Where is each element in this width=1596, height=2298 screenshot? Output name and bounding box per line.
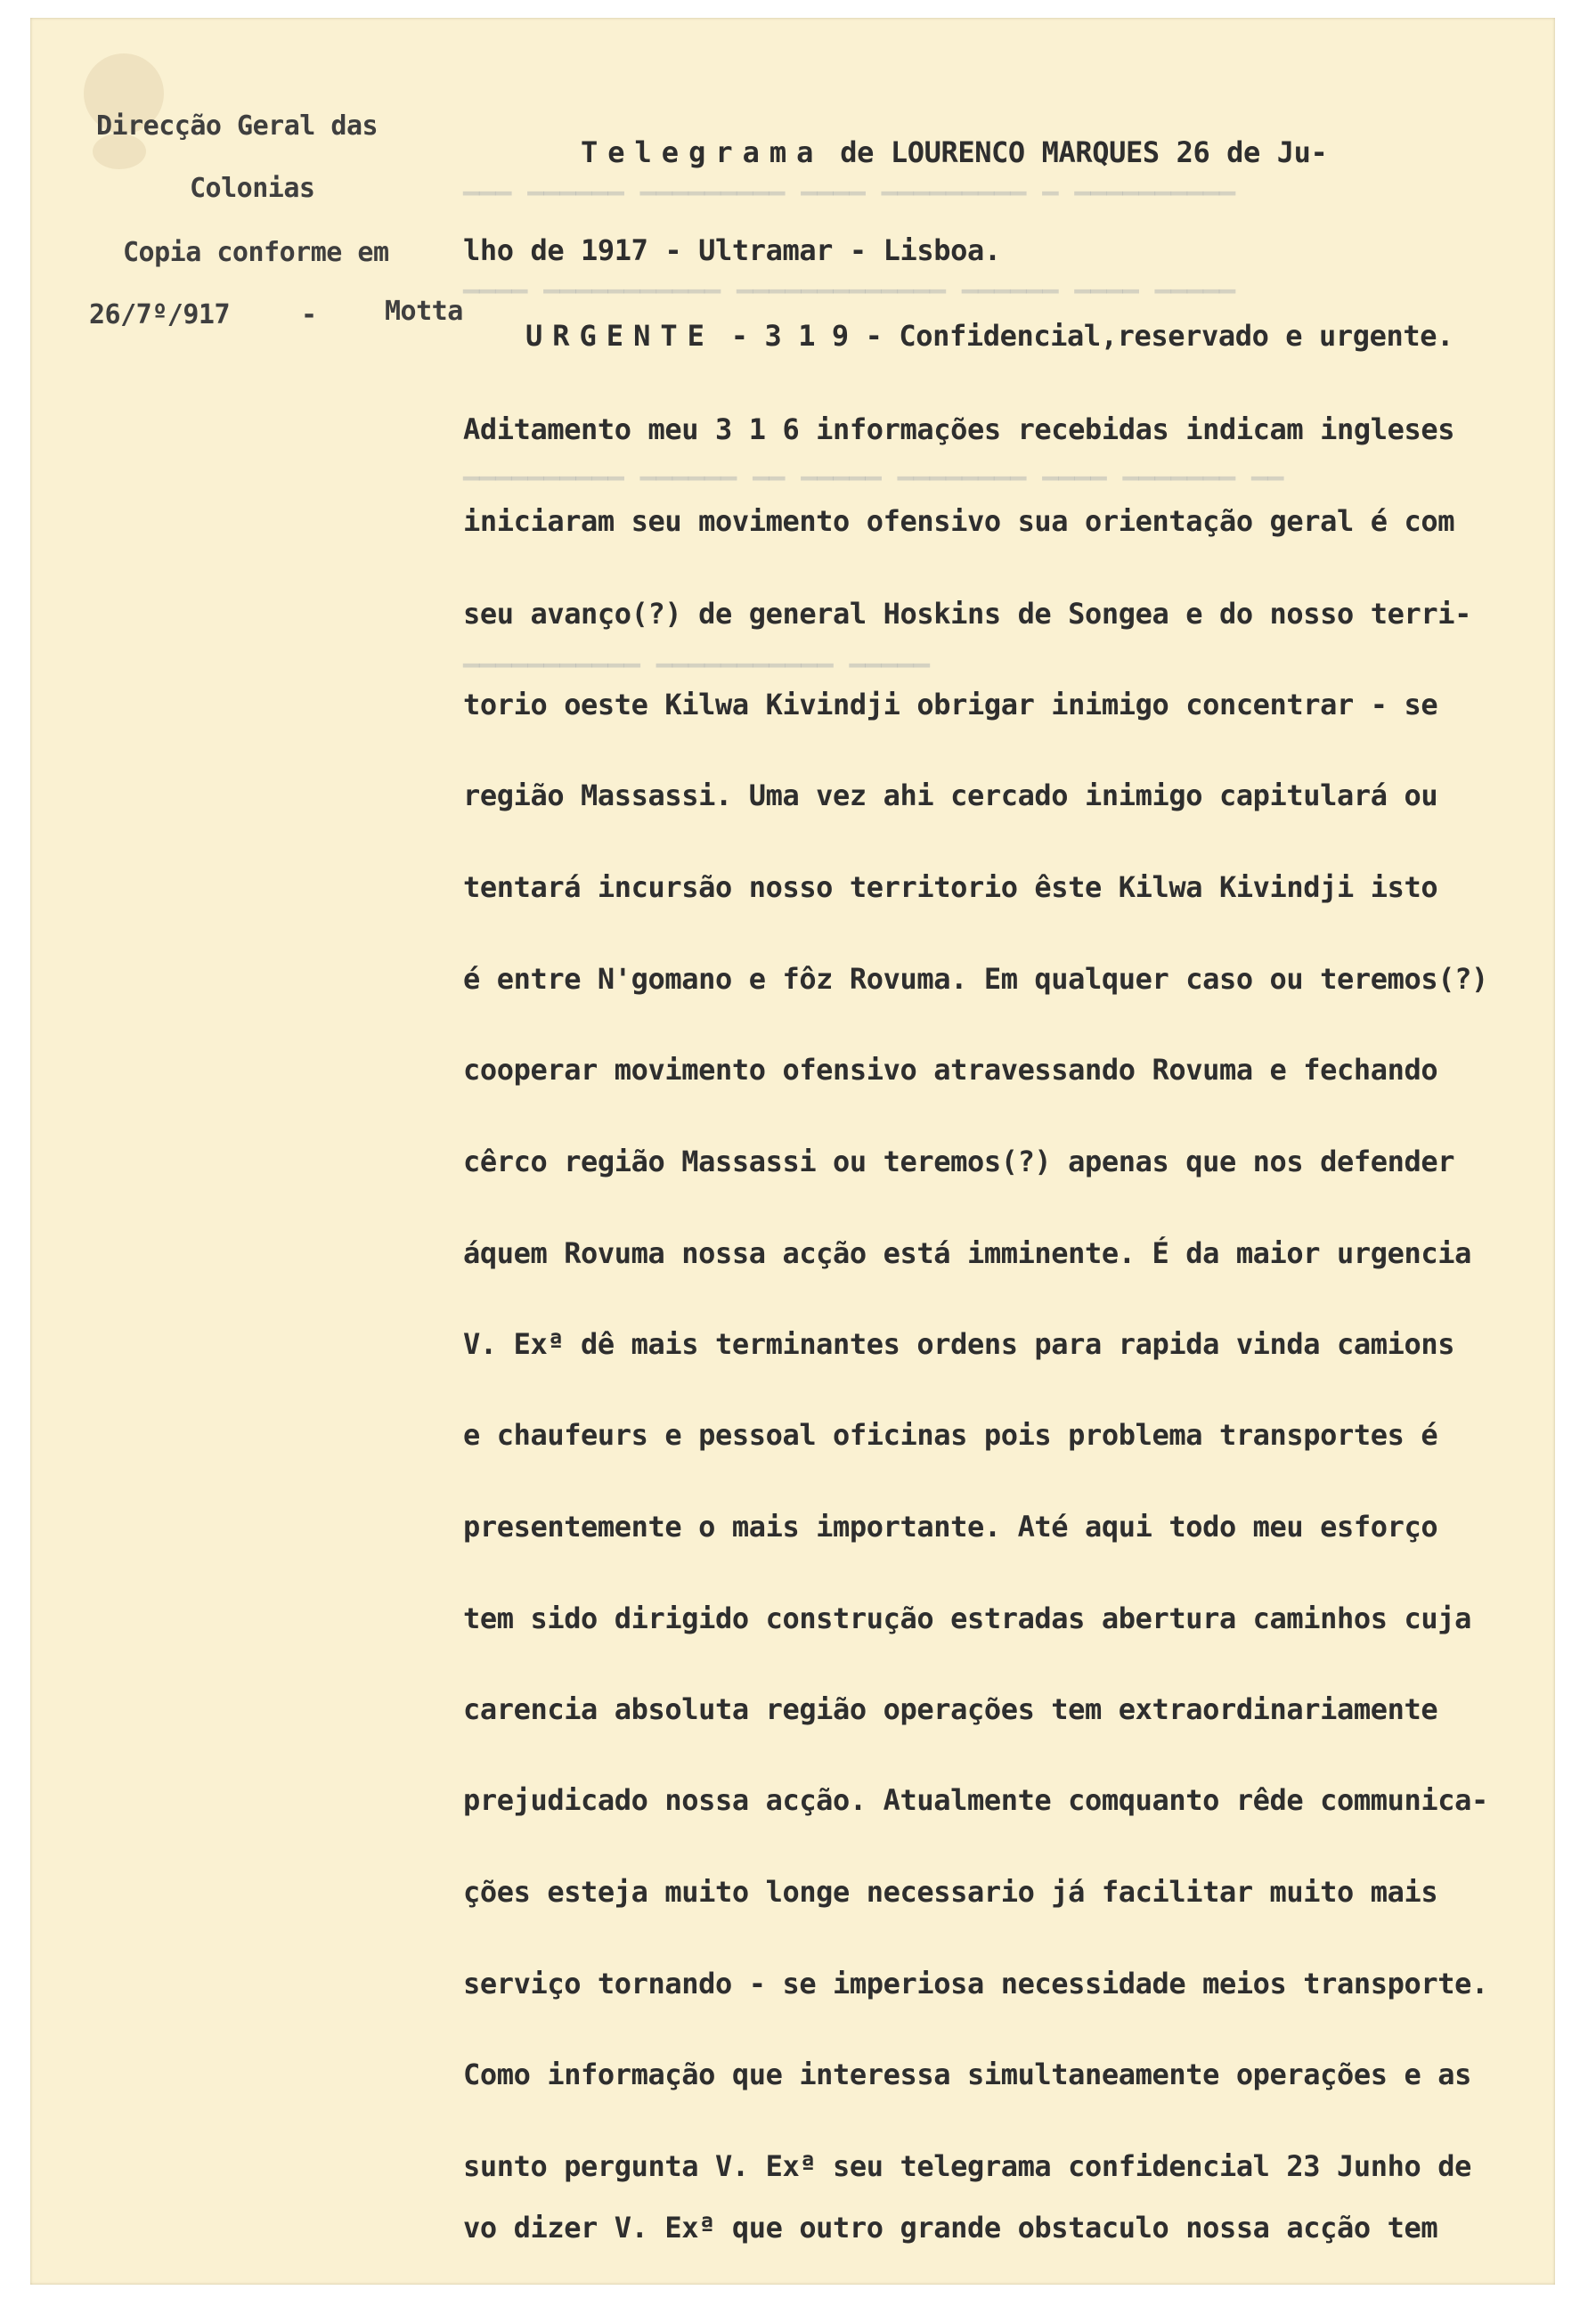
body-line: Como informação que interessa simultaneamente operações e as bbox=[463, 2058, 1471, 2091]
margin-date: 26/7º/917 bbox=[89, 299, 231, 330]
body-line: carencia absoluta região operações tem extraordinariamente bbox=[463, 1692, 1438, 1726]
body-line: ções esteja muito longe necessario já facilitar muito mais bbox=[463, 1875, 1438, 1909]
body-line: é entre N'gomano e fôz Rovuma. Em qualquer caso ou teremos(?) bbox=[463, 962, 1488, 996]
body-line: prejudicado nossa acção. Atualmente comquanto rêde communica- bbox=[463, 1783, 1488, 1817]
body-line: tem sido dirigido construção estradas abertura caminhos cuja bbox=[463, 1601, 1471, 1635]
telegram-title bbox=[581, 135, 1327, 169]
body-line: e chaufeurs e pessoal oficinas pois problema transportes é bbox=[463, 1418, 1438, 1452]
body-line: região Massassi. Uma vez ahi cercado inimigo capitulará ou bbox=[463, 778, 1438, 812]
bleed-through-text: ▁▁▁▁▁▁▁▁▁▁▁ ▁▁▁▁▁▁▁▁▁▁▁ ▁▁▁▁▁ bbox=[463, 637, 930, 668]
body-line: tentará incursão nosso territorio êste Kilwa Kivindji isto bbox=[463, 870, 1438, 904]
body-line: torio oeste Kilwa Kivindji obrigar inimigo concentrar - se bbox=[463, 688, 1438, 721]
telegram-word: Telegrama bbox=[581, 135, 824, 169]
bleed-through-text: ▁▁▁ ▁▁▁▁▁▁ ▁▁▁▁▁▁▁▁▁ ▁▁▁▁ ▁▁▁▁▁▁▁▁▁ ▁ ▁▁▁▁▁▁▁▁▁▁ bbox=[463, 165, 1235, 196]
urgent-rest: - 3 1 9 - Confidencial,reservado e urgente. bbox=[730, 319, 1454, 353]
body-line: iniciaram seu movimento ofensivo sua orientação geral é com bbox=[463, 504, 1455, 538]
margin-dash: - bbox=[301, 299, 317, 330]
margin-copy-line: Copia conforme em bbox=[123, 237, 389, 268]
urgent-word: URGENTE bbox=[525, 319, 714, 353]
margin-office-line1: Direcção Geral das bbox=[96, 110, 379, 142]
body-line: sunto pergunta V. Exª seu telegrama confidencial 23 Junho de bbox=[463, 2149, 1471, 2183]
body-line: V. Exª dê mais terminantes ordens para rapida vinda camions bbox=[463, 1327, 1455, 1361]
margin-signature: Motta bbox=[385, 296, 463, 327]
body-line: cêrco região Massassi ou teremos(?) apenas que nos defender bbox=[463, 1145, 1455, 1178]
bleed-through-text: ▁▁▁▁ ▁▁▁▁▁▁▁▁▁▁▁ ▁▁▁▁▁▁▁▁▁▁▁▁▁ ▁▁▁▁▁▁ ▁▁▁▁ ▁▁▁▁▁ bbox=[463, 263, 1235, 294]
urgent-line bbox=[525, 319, 1454, 353]
telegram-origin: de LOURENCO MARQUES 26 de Ju- bbox=[840, 135, 1328, 169]
body-line: áquem Rovuma nossa acção está imminente. É da maior urgencia bbox=[463, 1236, 1471, 1270]
body-line: seu avanço(?) de general Hoskins de Songea e do nosso terri- bbox=[463, 597, 1471, 631]
body-line: presentemente o mais importante. Até aqui todo meu esforço bbox=[463, 1510, 1438, 1544]
body-line: Aditamento meu 3 1 6 informações recebidas indicam ingleses bbox=[463, 412, 1455, 446]
body-line: cooperar movimento ofensivo atravessando Rovuma e fechando bbox=[463, 1053, 1438, 1087]
body-line: vo dizer V. Exª que outro grande obstaculo nossa acção tem bbox=[463, 2211, 1438, 2245]
telegram-date-line: lho de 1917 - Ultramar - Lisboa. bbox=[463, 233, 1001, 267]
margin-office-line2: Colonias bbox=[190, 173, 315, 204]
body-line: serviço tornando - se imperiosa necessidade meios transporte. bbox=[463, 1967, 1488, 2001]
bleed-through-text: ▁▁▁▁▁▁▁▁▁▁ ▁▁▁▁▁▁ ▁▁ ▁▁▁▁▁ ▁▁▁▁▁▁▁▁ ▁▁▁▁ ▁▁▁▁▁▁▁ ▁▁ bbox=[463, 450, 1284, 481]
